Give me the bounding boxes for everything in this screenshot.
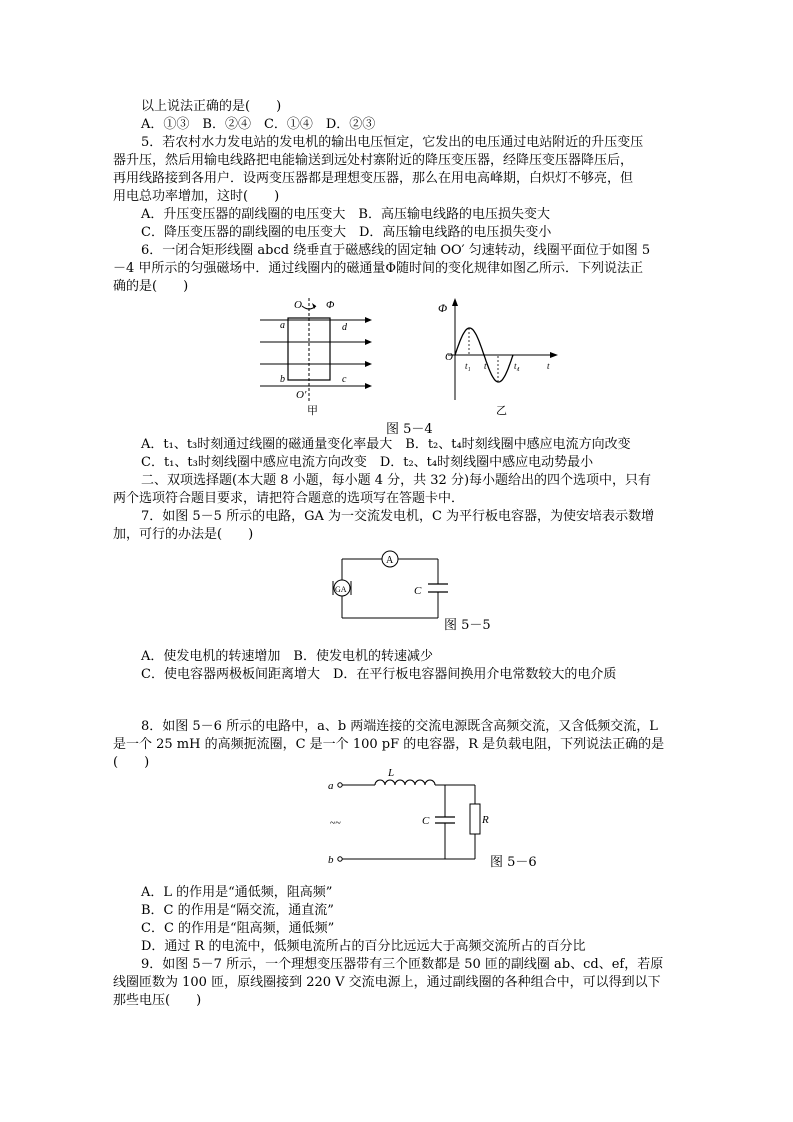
label-t1: t₁ [465, 361, 471, 371]
label-b: b [280, 374, 285, 385]
text-line: B．C 的作用是“隔交流，通直流” [141, 903, 334, 918]
label-O: O [294, 299, 302, 311]
text-line: 6．一闭合矩形线圈 abcd 绕垂直于磁感线的固定轴 OO′ 匀速转动，线圈平面位于如图 5 [141, 243, 651, 258]
label-c: c [342, 374, 347, 385]
text-line: A．L 的作用是“通低频，阻高频” [141, 885, 333, 900]
label-phi-yi: Φ [438, 301, 448, 315]
text-line: 用电总功率增加，这时( ) [113, 189, 280, 204]
text-line: 二、双项选择题(本大题 8 小题，每小题 4 分，共 32 分)每小题给出的四个选项中，只有 [141, 473, 652, 488]
text-line: C．使电容器两极板间距离增大 D．在平行板电容器间换用介电常数较大的电介质 [141, 667, 617, 682]
text-line: 以上说法正确的是( ) [141, 99, 282, 114]
label-t: t [547, 361, 550, 371]
figure-5-4 [250, 290, 570, 420]
text-line: －4 甲所示的匀强磁场中．通过线圈内的磁通量Φ随时间的变化规律如图乙所示．下列说法正 [113, 261, 644, 276]
text-line: A．使发电机的转速增加 B．使发电机的转速减少 [141, 649, 433, 664]
figure-5-5 [330, 545, 450, 625]
label-t2: t [484, 361, 487, 371]
ammeter-label: A [386, 555, 394, 566]
figure-5-4-jia [260, 298, 372, 417]
text-line: D．通过 R 的电流中，低频电流所占的百分比远远大于高频交流所占的百分比 [141, 939, 586, 954]
label-t4: t₄ [514, 361, 520, 371]
label-jia: 甲 [307, 405, 318, 417]
text-line: 9．如图 5－7 所示，一个理想变压器带有三个匝数都是 50 匝的副线圈 ab、cd、ef，若原 [141, 957, 664, 972]
resistor-label: R [482, 814, 489, 826]
figure-5-6-caption: 图 5－6 [490, 855, 537, 870]
capacitor-label: C [414, 585, 422, 597]
label-a: a [280, 320, 285, 331]
text-line: 8．如图 5－6 所示的电路中，a、b 两端连接的交流电源既含高频交流，又含低频交流，L [141, 719, 658, 734]
figure-5-5-caption: 图 5－5 [444, 618, 491, 633]
text-line: A．①③ B．②④ C．①④ D．②③ [141, 117, 376, 132]
terminal-a: a [328, 780, 334, 792]
text-line: C．C 的作用是“阻高频，通低频” [141, 921, 335, 936]
capacitor-label: C [422, 815, 430, 827]
text-line: 5．若农村水力发电站的发电机的输出电压恒定，它发出的电压通过电站附近的升压变压 [141, 135, 644, 150]
text-line: 再用线路接到各用户．设两变压器都是理想变压器，那么在用电高峰期，白炽灯不够亮，但 [113, 171, 634, 186]
figure-5-4-yi [438, 298, 558, 417]
terminal-b: b [328, 854, 334, 866]
text-line: C．t₁、t₃时刻线圈中感应电流方向改变 D．t₂、t₄时刻线圈中感应电动势最小 [141, 455, 594, 470]
text-line: 线圈匝数为 100 匝，原线圈接到 220 V 交流电源上，通过副线圈的各种组合中，可以得到以下 [113, 975, 661, 990]
figure-5-6 [320, 768, 495, 868]
label-O-prime: O′ [296, 389, 307, 401]
ac-source-symbol: ~~ [330, 818, 341, 829]
text-line: C．降压变压器的副线圈的电压变大 D．高压输电线路的电压损失变小 [141, 225, 552, 240]
text-line: 确的是( ) [113, 279, 189, 294]
label-d: d [342, 322, 347, 333]
text-line: 两个选项符合题目要求，请把符合题意的选项写在答题卡中． [113, 491, 465, 506]
text-line: A．t₁、t₃时刻通过线圈的磁通量变化率最大 B．t₂、t₄时刻线圈中感应电流方向改变 [141, 437, 631, 452]
label-phi-jia: Φ [326, 299, 335, 311]
text-line: ( ) [113, 755, 150, 770]
text-line: 加，可行的办法是( ) [113, 527, 254, 542]
label-origin: O [445, 351, 453, 363]
figure-5-4-caption: 图 5－4 [386, 422, 433, 437]
label-yi: 乙 [496, 405, 507, 417]
text-line: A．升压变压器的副线圈的电压变大 B．高压输电线路的电压损失变大 [141, 207, 550, 222]
text-line: 那些电压( ) [113, 993, 202, 1008]
generator-label: GA [335, 585, 347, 594]
text-line: 7．如图 5－5 所示的电路，GA 为一交流发电机，C 为平行板电容器，为使安培表示数增 [141, 509, 655, 524]
text-line: 是一个 25 mH 的高频扼流圈，C 是一个 100 pF 的电容器，R 是负载电阻，下列说法正确的是 [113, 737, 665, 752]
inductor-label: L [388, 768, 395, 779]
text-line: 器升压，然后用输电线路把电能输送到远处村寨附近的降压变压器，经降压变压器降压后， [113, 153, 634, 168]
